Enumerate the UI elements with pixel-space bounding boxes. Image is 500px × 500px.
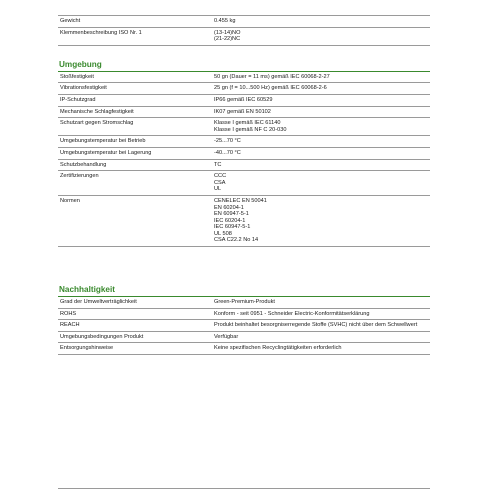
property-value-line: CENELEC EN 50041	[214, 197, 267, 204]
property-label: Klemmenbeschreibung ISO Nr. 1	[58, 27, 214, 45]
property-label: Vibrationsfestigkeit	[58, 83, 214, 95]
property-value-line: Konform - seit 0951 - Schneider Electric-Konformitätserklärung	[214, 310, 370, 317]
table-row	[58, 106, 430, 118]
property-label: Umgebungstemperatur bei Lagerung	[58, 147, 214, 159]
table-row	[58, 331, 430, 343]
spacer	[58, 247, 430, 285]
sections-container	[58, 60, 430, 355]
section-table-body	[58, 72, 430, 247]
table-row	[58, 136, 430, 148]
property-value-line: CSA C22.2 No 14	[214, 237, 259, 244]
property-label: Normen	[58, 195, 214, 246]
table-row	[58, 16, 430, 28]
property-value-line: Green-Premium-Produkt	[214, 299, 275, 306]
property-value-line: CSA	[214, 179, 226, 186]
property-value	[214, 171, 430, 196]
table-row	[58, 320, 430, 332]
property-value-line: IK07 gemäß EN 50102	[214, 108, 271, 115]
section-title: Nachhaltigkeit	[58, 285, 430, 297]
property-value	[214, 320, 430, 332]
property-value	[214, 94, 430, 106]
table-row	[58, 343, 430, 355]
section-table-body	[58, 297, 430, 354]
property-value-line: IEC 60204-1	[214, 217, 246, 224]
property-label: Stoßfestigkeit	[58, 72, 214, 83]
property-value	[214, 297, 430, 308]
section-table	[58, 72, 430, 247]
table-row	[58, 27, 430, 45]
property-value-line: 0.455 kg	[214, 18, 236, 24]
table-row	[58, 83, 430, 95]
property-value	[214, 195, 430, 246]
property-label: Mechanische Schlagfestigkeit	[58, 106, 214, 118]
property-value-line: -40...70 °C	[214, 149, 241, 156]
property-value	[214, 159, 430, 171]
property-value-line: 50 gn (Dauer = 11 ms) gemäß IEC 60068-2-27	[214, 73, 330, 80]
property-value-line: -25...70 °C	[214, 138, 241, 145]
table-row	[58, 195, 430, 246]
property-value-line: 25 gn (f = 10...500 Hz) gemäß IEC 60068-2-6	[214, 85, 327, 92]
section-title: Umgebung	[58, 60, 430, 72]
property-value	[214, 72, 430, 83]
property-label: Umgebungsbedingungen Produkt	[58, 331, 214, 343]
property-value	[214, 118, 430, 136]
property-value-line: UL 508	[214, 230, 232, 237]
property-value	[214, 16, 430, 28]
property-label: Zertifizierungen	[58, 171, 214, 196]
property-label: Grad der Umweltverträglichkeit	[58, 297, 214, 308]
property-value-line: EN 60947-5-1	[214, 211, 249, 218]
property-value-line: EN 60204-1	[214, 204, 244, 211]
property-value	[214, 147, 430, 159]
table-row	[58, 159, 430, 171]
table-row	[58, 72, 430, 83]
property-value	[214, 136, 430, 148]
property-label: REACH	[58, 320, 214, 332]
property-value-line: Klasse I gemäß IEC 61140	[214, 120, 281, 127]
datasheet-page	[58, 0, 430, 355]
property-value-line: Produkt beinhaltet besorgniserregende Stoffe (SVHC) nicht über dem Schwellwert	[214, 322, 418, 329]
section-table	[58, 297, 430, 355]
property-value	[214, 308, 430, 320]
property-value-line: TC	[214, 161, 222, 168]
property-value	[214, 331, 430, 343]
table-row	[58, 147, 430, 159]
property-value	[214, 343, 430, 355]
property-value-line: UL	[214, 186, 222, 193]
page-bottom-rule	[58, 488, 430, 489]
property-label: Umgebungstemperatur bei Betrieb	[58, 136, 214, 148]
table-row	[58, 171, 430, 196]
property-value-line: Keine spezifischen Recyclingtätigkeiten erforderlich	[214, 345, 342, 352]
section-2	[58, 247, 430, 355]
property-value	[214, 106, 430, 118]
property-value-line: (21-22)NC	[214, 36, 241, 43]
property-value	[214, 27, 430, 45]
property-value-line: Verfügbar	[214, 333, 239, 340]
general-table-body	[58, 16, 430, 46]
spacer	[58, 46, 430, 60]
property-label: IP-Schutzgrad	[58, 94, 214, 106]
property-label: ROHS	[58, 308, 214, 320]
property-label: Entsorgungshinweise	[58, 343, 214, 355]
table-row	[58, 118, 430, 136]
table-row	[58, 94, 430, 106]
property-label: Schutzart gegen Stromschlag	[58, 118, 214, 136]
property-value-line: IP66 gemäß IEC 60529	[214, 96, 273, 103]
property-value	[214, 83, 430, 95]
property-value-line: Klasse I gemäß NF C 20-030	[214, 126, 287, 133]
property-value-line: CCC	[214, 173, 227, 180]
property-label: Gewicht	[58, 16, 214, 28]
property-label: Schutzbehandlung	[58, 159, 214, 171]
section-1	[58, 60, 430, 247]
table-row	[58, 297, 430, 308]
general-table	[58, 15, 430, 46]
property-value-line: (13-14)NO	[214, 29, 241, 36]
table-row	[58, 308, 430, 320]
property-value-line: IEC 60947-5-1	[214, 224, 251, 231]
